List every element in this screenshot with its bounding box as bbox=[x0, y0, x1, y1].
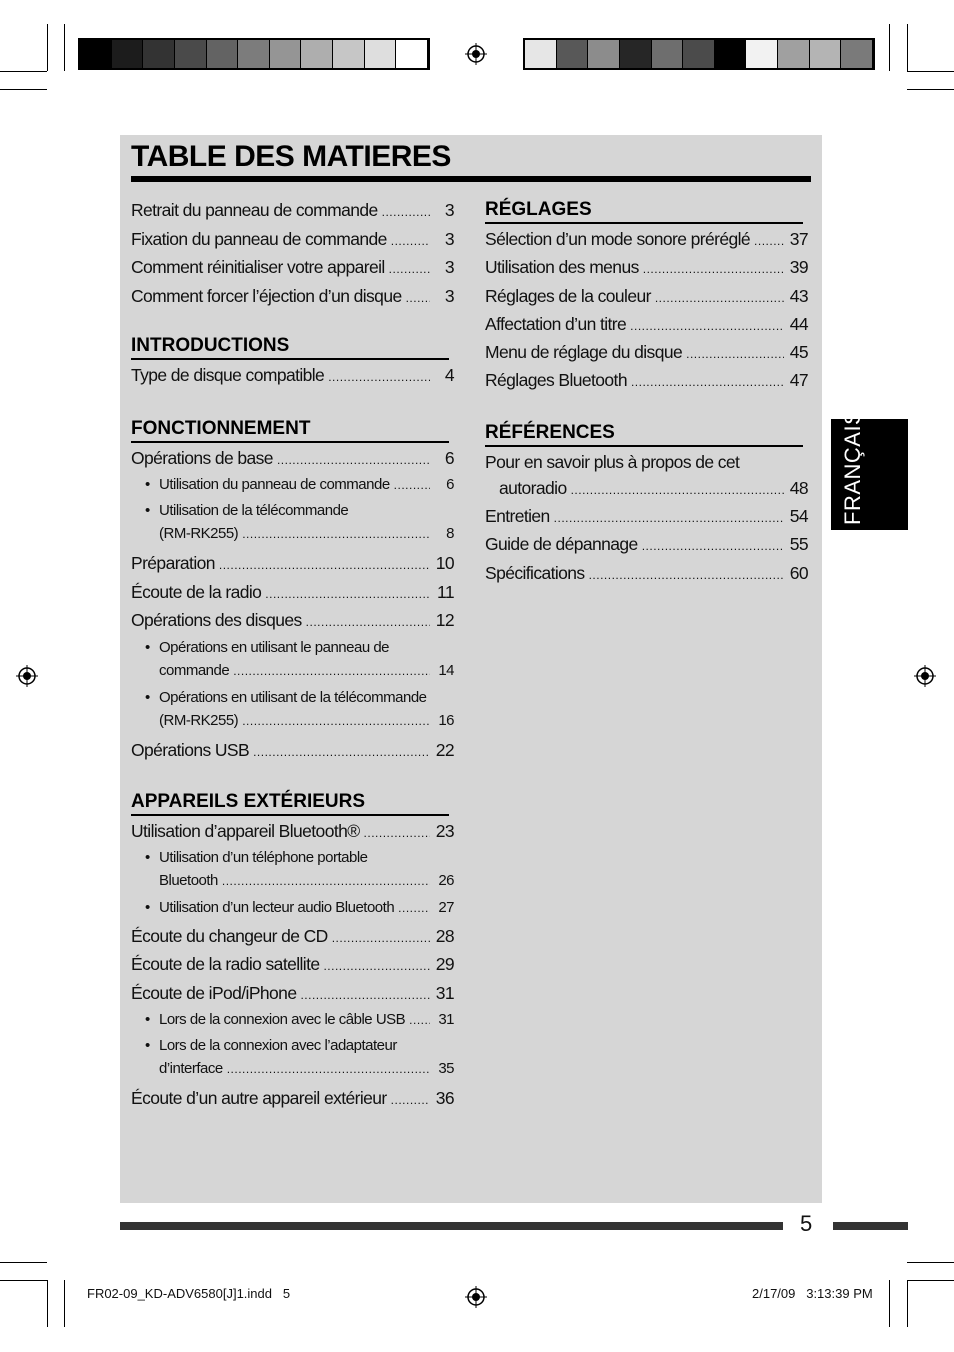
color-bar-right bbox=[523, 38, 875, 70]
toc-entry[interactable]: Écoute de iPod/iPhone ..... 31 bbox=[131, 983, 454, 1011]
toc-entry[interactable]: Opérations USB ..... 22 bbox=[131, 740, 454, 768]
crop-mark bbox=[889, 1280, 890, 1327]
toc-entry[interactable]: Utilisation des menus ..... 39 bbox=[485, 257, 808, 285]
crop-mark bbox=[907, 1262, 954, 1263]
toc-entry[interactable]: Fixation du panneau de commande ..... 3 bbox=[131, 229, 454, 258]
toc-subentry[interactable]: Bluetooth ..... 26 bbox=[131, 872, 454, 899]
crop-mark bbox=[907, 1280, 908, 1327]
bottom-rule bbox=[833, 1222, 908, 1230]
crop-mark bbox=[0, 71, 47, 72]
toc-entry[interactable]: Affectation d’un titre ..... 44 bbox=[485, 314, 808, 342]
toc-entry[interactable]: Écoute de la radio ..... 11 bbox=[131, 582, 454, 611]
color-bar-left bbox=[78, 38, 430, 70]
toc-intro-rows bbox=[131, 200, 454, 314]
color-swatch bbox=[620, 40, 652, 68]
toc-entry[interactable]: Réglages Bluetooth ..... 47 bbox=[485, 370, 808, 398]
crop-mark bbox=[907, 24, 908, 71]
toc-entry[interactable]: Écoute du changeur de CD ..... 28 bbox=[131, 926, 454, 955]
section-heading-introductions: INTRODUCTIONS bbox=[131, 335, 449, 360]
toc-subentry-line1[interactable]: • Utilisation de la télécommande bbox=[145, 502, 349, 519]
page-title: TABLE DES MATIERES bbox=[131, 140, 451, 173]
page-number: 5 bbox=[800, 1211, 813, 1236]
toc-left-column bbox=[131, 200, 454, 1116]
color-swatch bbox=[746, 40, 778, 68]
crop-mark bbox=[64, 1280, 65, 1327]
toc-entry[interactable]: Entretien ..... 54 bbox=[485, 506, 808, 534]
toc-entry[interactable]: autoradio ..... 48 bbox=[485, 478, 808, 506]
toc-subentry[interactable]: • Utilisation d’un lecteur audio Bluetooth ..... 27 bbox=[131, 899, 454, 926]
color-swatch bbox=[683, 40, 715, 68]
color-swatch bbox=[301, 40, 333, 68]
registration-mark-icon bbox=[465, 1286, 487, 1308]
toc-subentry[interactable]: commande ..... 14 bbox=[131, 662, 454, 689]
crop-mark bbox=[64, 24, 65, 71]
toc-entry[interactable]: Type de disque compatible ..... 4 bbox=[131, 365, 454, 393]
registration-mark-icon bbox=[914, 665, 936, 687]
toc-subentry[interactable]: (RM-RK255) ..... 8 bbox=[131, 525, 454, 553]
toc-subentry-line1[interactable]: • Lors de la connexion avec l’adaptateur bbox=[145, 1036, 397, 1054]
crop-mark bbox=[0, 1262, 47, 1263]
toc-entry[interactable]: Retrait du panneau de commande ..... 3 bbox=[131, 200, 454, 229]
crop-mark bbox=[0, 89, 47, 90]
color-swatch bbox=[112, 40, 144, 68]
footer-filename: FR02-09_KD-ADV6580[J]1.indd 5 bbox=[87, 1286, 291, 1301]
toc-entry[interactable]: Guide de dépannage ..... 55 bbox=[485, 534, 808, 562]
toc-entry-line1[interactable]: Pour en savoir plus à propos de cet bbox=[485, 451, 740, 472]
crop-mark bbox=[889, 24, 890, 71]
toc-entry[interactable]: Opérations des disques ..... 12 bbox=[131, 610, 454, 639]
color-swatch bbox=[333, 40, 365, 68]
color-swatch bbox=[778, 40, 810, 68]
color-swatch bbox=[143, 40, 175, 68]
color-swatch bbox=[270, 40, 302, 68]
crop-mark bbox=[47, 24, 48, 71]
color-swatch bbox=[588, 40, 620, 68]
toc-entry[interactable]: Sélection d’un mode sonore préréglé ..... 37 bbox=[485, 229, 808, 257]
color-swatch bbox=[715, 40, 747, 68]
color-swatch bbox=[810, 40, 842, 68]
toc-right-column bbox=[485, 199, 808, 591]
registration-mark-icon bbox=[465, 43, 487, 65]
toc-subentry[interactable]: (RM-RK255) ..... 16 bbox=[131, 712, 454, 740]
toc-entry[interactable]: Écoute de la radio satellite ..... 29 bbox=[131, 954, 454, 983]
color-swatch bbox=[238, 40, 270, 68]
language-tab-label: FRANÇAIS bbox=[840, 409, 865, 525]
footer-timestamp: 2/17/09 3:13:39 PM bbox=[752, 1286, 873, 1301]
toc-entry[interactable]: Comment réinitialiser votre appareil ..... 3 bbox=[131, 257, 454, 286]
toc-entry[interactable]: Opérations de base ..... 6 bbox=[131, 448, 454, 476]
toc-subentry[interactable]: d’interface ..... 35 bbox=[131, 1060, 454, 1088]
color-swatch bbox=[525, 40, 557, 68]
toc-subentry[interactable]: • Utilisation du panneau de commande ..... 6 bbox=[131, 476, 454, 502]
toc-subentry[interactable]: • Lors de la connexion avec le câble USB ..... 31 bbox=[131, 1011, 454, 1037]
color-swatch bbox=[365, 40, 397, 68]
crop-mark bbox=[907, 71, 954, 72]
toc-subentry-line1[interactable]: • Opérations en utilisant le panneau de bbox=[145, 638, 390, 656]
section-heading-fonctionnement: FONCTIONNEMENT bbox=[131, 418, 449, 443]
color-swatch bbox=[175, 40, 207, 68]
toc-subentry-line1[interactable]: • Utilisation d’un téléphone portable bbox=[145, 848, 368, 866]
toc-entry[interactable]: Comment forcer l’éjection d’un disque ..... 3 bbox=[131, 286, 454, 315]
crop-mark bbox=[0, 1280, 47, 1281]
toc-entry[interactable]: Spécifications ..... 60 bbox=[485, 563, 808, 591]
toc-entry[interactable]: Menu de réglage du disque ..... 45 bbox=[485, 342, 808, 370]
bottom-rule bbox=[120, 1222, 783, 1230]
crop-mark bbox=[907, 1280, 954, 1281]
section-heading-references: RÉFÉRENCES bbox=[485, 422, 803, 447]
section-heading-reglages: RÉGLAGES bbox=[485, 199, 803, 224]
section-heading-appareils: APPAREILS EXTÉRIEURS bbox=[131, 791, 449, 816]
color-swatch bbox=[841, 40, 873, 68]
title-rule bbox=[131, 176, 811, 182]
color-swatch bbox=[207, 40, 239, 68]
toc-entry[interactable]: Utilisation d’appareil Bluetooth® ..... 23 bbox=[131, 821, 454, 849]
color-swatch bbox=[652, 40, 684, 68]
color-swatch bbox=[396, 40, 428, 68]
crop-mark bbox=[907, 89, 954, 90]
toc-entry[interactable]: Écoute d’un autre appareil extérieur ..... 36 bbox=[131, 1088, 454, 1116]
color-swatch bbox=[557, 40, 589, 68]
color-swatch bbox=[80, 40, 112, 68]
toc-entry[interactable]: Préparation ..... 10 bbox=[131, 553, 454, 582]
crop-mark bbox=[47, 1280, 48, 1327]
registration-mark-icon bbox=[16, 665, 38, 687]
toc-entry[interactable]: Réglages de la couleur ..... 43 bbox=[485, 286, 808, 314]
toc-subentry-line1[interactable]: • Opérations en utilisant de la télécommande bbox=[145, 688, 427, 706]
